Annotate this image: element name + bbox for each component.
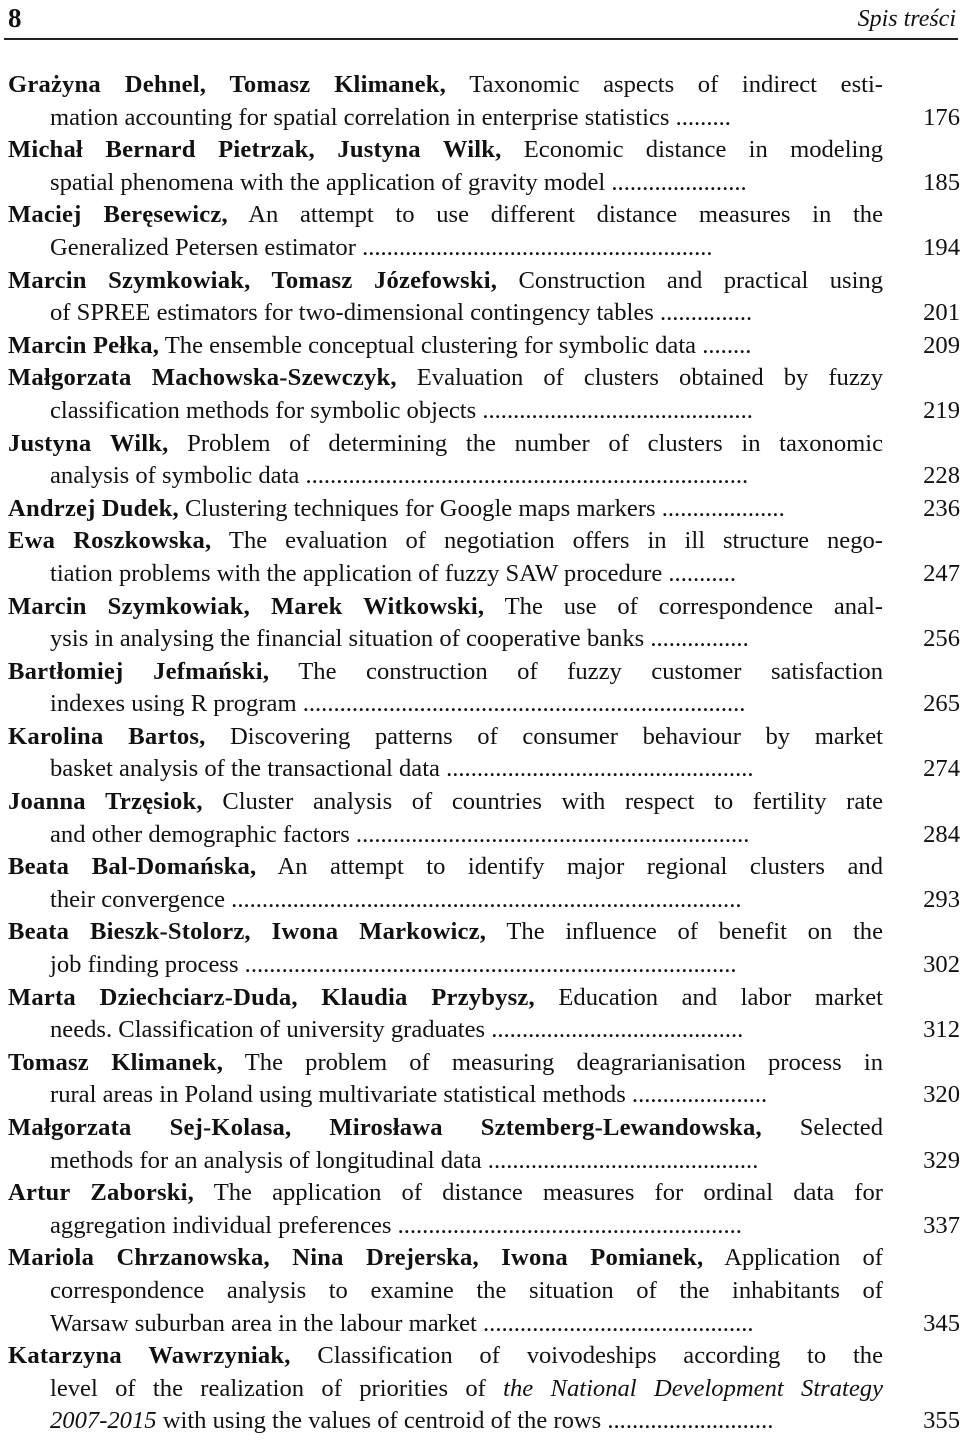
toc-entry bbox=[8, 69, 960, 134]
entry-title: Application of bbox=[703, 1244, 883, 1272]
entry-title: of SPREE estimators for two-dimensional contingency tables ............... bbox=[50, 299, 753, 327]
toc-entry bbox=[8, 916, 960, 981]
running-head: Spis treści bbox=[857, 6, 956, 32]
toc-entry bbox=[8, 721, 960, 786]
entry-title: with using the values of centroid of the rows ........................... bbox=[156, 1407, 774, 1435]
entry-page: 312 bbox=[923, 1016, 960, 1044]
entry-title: The evaluation of negotiation offers in ill structure nego- bbox=[211, 527, 883, 555]
toc-entry bbox=[8, 1112, 960, 1177]
toc-entry bbox=[8, 786, 960, 851]
toc-entry bbox=[8, 428, 960, 493]
toc-entry bbox=[8, 134, 960, 199]
entry-page: 201 bbox=[923, 299, 960, 327]
entry-page: 329 bbox=[923, 1146, 960, 1174]
entry-title: Problem of determining the number of clusters in taxonomic bbox=[168, 429, 883, 457]
entry-title: Discovering patterns of consumer behaviour by market bbox=[205, 722, 883, 750]
entry-page: 176 bbox=[923, 103, 960, 131]
entry-page: 247 bbox=[923, 559, 960, 587]
header-rule bbox=[4, 38, 958, 40]
entry-title: The ensemble conceptual clustering for symbolic data ........ bbox=[159, 331, 752, 359]
entry-title: Evaluation of clusters obtained by fuzzy bbox=[396, 364, 883, 392]
entry-title: Education and labor market bbox=[534, 983, 883, 1011]
entry-authors: Andrzej Dudek, bbox=[8, 494, 179, 522]
toc-entry bbox=[8, 493, 960, 526]
entry-authors: Małgorzata Sej-Kolasa, Mirosława Sztemberg-Lewandowska, bbox=[8, 1114, 762, 1141]
entry-authors: Karolina Bartos, bbox=[8, 722, 206, 750]
entry-title-italic: the National Development Strategy bbox=[503, 1374, 883, 1402]
toc-entry bbox=[8, 1242, 960, 1340]
entry-title: tiation problems with the application of fuzzy SAW procedure ........... bbox=[50, 559, 737, 587]
entry-title: The application of distance measures for ordinal data for bbox=[194, 1179, 883, 1207]
entry-title: and other demographic factors ................................................................ bbox=[50, 820, 750, 848]
entry-page: 236 bbox=[923, 494, 960, 522]
toc-entry bbox=[8, 591, 960, 656]
entry-page: 345 bbox=[923, 1309, 960, 1337]
entry-authors: Maciej Beręsewicz, bbox=[8, 201, 228, 229]
entry-title: ysis in analysing the financial situation of cooperative banks ................ bbox=[50, 625, 749, 653]
entry-authors: Marcin Szymkowiak, Tomasz Józefowski, bbox=[8, 266, 498, 294]
entry-title: job finding process ................................................................................ bbox=[50, 951, 737, 979]
entry-title: An attempt to identify major regional clusters and bbox=[256, 853, 883, 881]
toc-entry bbox=[8, 265, 960, 330]
entry-authors: Mariola Chrzanowska, Nina Drejerska, Iwona Pomianek, bbox=[8, 1244, 704, 1272]
entry-title: Warsaw suburban area in the labour market ............................................ bbox=[50, 1309, 754, 1337]
entry-title: aggregation individual preferences ........................................................ bbox=[50, 1211, 742, 1239]
toc-entry bbox=[8, 982, 960, 1047]
entry-authors: Justyna Wilk, bbox=[8, 429, 169, 457]
table-of-contents bbox=[8, 69, 958, 1438]
entry-title: Selected bbox=[761, 1114, 883, 1141]
entry-title: Construction and practical using bbox=[497, 266, 883, 294]
entry-page: 293 bbox=[923, 885, 960, 913]
toc-entry bbox=[8, 851, 960, 916]
entry-title: Taxonomic aspects of indirect esti- bbox=[446, 71, 883, 98]
entry-page: 194 bbox=[923, 233, 960, 261]
entry-authors: Joanna Trzęsiok, bbox=[8, 788, 203, 816]
entry-title: spatial phenomena with the application of gravity model ...................... bbox=[50, 168, 747, 196]
entry-title: Clustering techniques for Google maps markers .................... bbox=[178, 494, 785, 522]
entry-title: indexes using R program ........................................................................ bbox=[50, 690, 746, 718]
entry-title-italic: 2007-2015 bbox=[50, 1407, 157, 1435]
entry-title: rural areas in Poland using multivariate statistical methods ...................... bbox=[50, 1081, 768, 1109]
entry-title: The use of correspondence anal- bbox=[484, 592, 883, 620]
entry-page: 302 bbox=[923, 951, 960, 979]
entry-authors: Artur Zaborski, bbox=[8, 1179, 194, 1207]
entry-title: basket analysis of the transactional data .................................................. bbox=[50, 755, 754, 783]
entry-authors: Katarzyna Wawrzyniak, bbox=[8, 1342, 291, 1370]
toc-entry bbox=[8, 525, 960, 590]
entry-page: 228 bbox=[923, 462, 960, 490]
entry-page: 209 bbox=[923, 331, 960, 359]
page-number: 8 bbox=[8, 3, 22, 33]
entry-authors: Marcin Pełka, bbox=[8, 331, 160, 359]
entry-page: 320 bbox=[923, 1081, 960, 1109]
entry-page: 265 bbox=[923, 690, 960, 718]
entry-title: their convergence ................................................................................... bbox=[50, 885, 742, 913]
entry-title: The influence of benefit on the bbox=[486, 918, 883, 946]
entry-authors: Grażyna Dehnel, Tomasz Klimanek, bbox=[8, 71, 447, 98]
entry-title: classification methods for symbolic objects ............................................ bbox=[50, 396, 753, 424]
toc-entry bbox=[8, 1340, 960, 1438]
entry-page: 185 bbox=[923, 168, 960, 196]
entry-title: analysis of symbolic data ........................................................................ bbox=[50, 462, 749, 490]
toc-entry bbox=[8, 656, 960, 721]
entry-title: An attempt to use different distance measures in the bbox=[227, 201, 883, 229]
entry-authors: Bartłomiej Jefmański, bbox=[8, 657, 270, 685]
entry-title: methods for an analysis of longitudinal data ............................................ bbox=[50, 1146, 759, 1174]
toc-entry bbox=[8, 330, 960, 363]
entry-title: Economic distance in modeling bbox=[501, 136, 883, 164]
entry-authors: Beata Bal-Domańska, bbox=[8, 853, 257, 881]
entry-authors: Tomasz Klimanek, bbox=[8, 1048, 224, 1076]
entry-authors: Marcin Szymkowiak, Marek Witkowski, bbox=[8, 592, 485, 620]
toc-entry bbox=[8, 199, 960, 264]
toc-entry bbox=[8, 362, 960, 427]
entry-title: needs. Classification of university graduates ......................................... bbox=[50, 1016, 744, 1044]
entry-authors: Małgorzata Machowska-Szewczyk, bbox=[8, 364, 397, 392]
entry-title: Generalized Petersen estimator ......................................................... bbox=[50, 233, 713, 261]
entry-page: 284 bbox=[923, 820, 960, 848]
entry-authors: Michał Bernard Pietrzak, Justyna Wilk, bbox=[8, 136, 502, 164]
entry-title: mation accounting for spatial correlation in enterprise statistics ......... bbox=[50, 103, 731, 131]
entry-page: 219 bbox=[923, 396, 960, 424]
entry-title: The construction of fuzzy customer satisfaction bbox=[269, 657, 883, 685]
entry-page: 256 bbox=[923, 625, 960, 653]
entry-title: Classification of voivodeships according to the bbox=[290, 1342, 883, 1370]
entry-title: level of the realization of priorities of bbox=[50, 1374, 504, 1402]
page-header bbox=[0, 0, 960, 40]
entry-page: 274 bbox=[923, 755, 960, 783]
entry-title: Cluster analysis of countries with respect to fertility rate bbox=[202, 788, 883, 816]
entry-page: 337 bbox=[923, 1211, 960, 1239]
entry-authors: Ewa Roszkowska, bbox=[8, 527, 212, 555]
entry-page: 355 bbox=[923, 1407, 960, 1435]
entry-title: correspondence analysis to examine the situation of the inhabitants of bbox=[50, 1276, 883, 1304]
toc-entry bbox=[8, 1047, 960, 1112]
entry-authors: Marta Dziechciarz-Duda, Klaudia Przybysz, bbox=[8, 983, 535, 1011]
toc-entry bbox=[8, 1177, 960, 1242]
entry-authors: Beata Bieszk-Stolorz, Iwona Markowicz, bbox=[8, 918, 487, 946]
entry-title: The problem of measuring deagrarianisation process in bbox=[223, 1048, 883, 1076]
